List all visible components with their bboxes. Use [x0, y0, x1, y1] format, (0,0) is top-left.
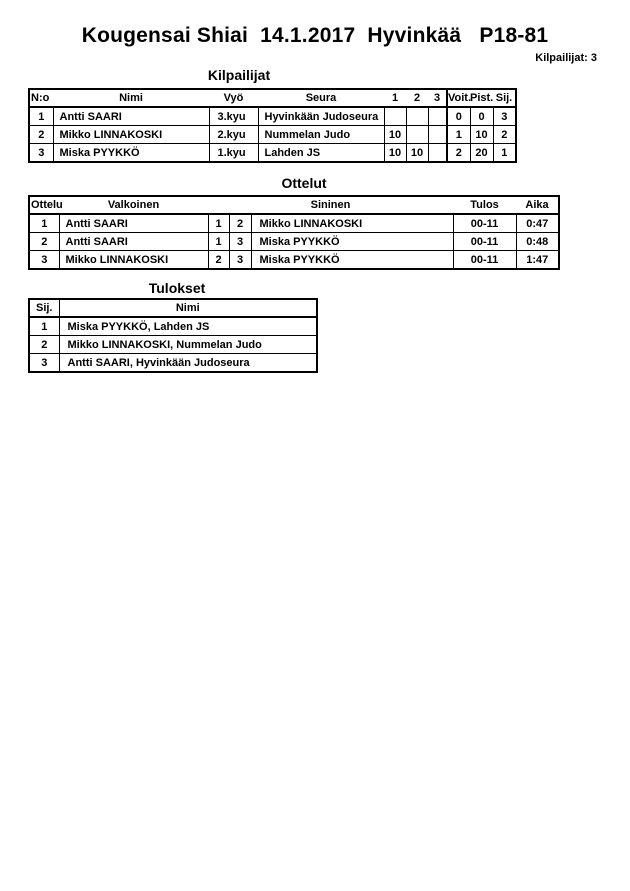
table-row — [29, 317, 317, 336]
cell-nimi: Mikko LINNAKOSKI, Nummelan Judo — [59, 336, 317, 354]
cell-aika: 1:47 — [516, 251, 559, 270]
table-row — [29, 251, 559, 270]
cell-voit: 1 — [447, 126, 470, 144]
table-row — [29, 233, 559, 251]
cell-pist: 0 — [470, 107, 493, 126]
cell-ottelu: 2 — [29, 233, 59, 251]
cell-sij: 1 — [493, 144, 516, 163]
col-header-match3: 3 — [428, 89, 447, 107]
table-row — [29, 354, 317, 373]
table-row — [29, 126, 516, 144]
kilpailijat-table — [28, 88, 517, 163]
cell-vyo: 2.kyu — [209, 126, 258, 144]
cell-vyo: 1.kyu — [209, 144, 258, 163]
cell-white-no: 1 — [208, 214, 229, 233]
table-row — [29, 336, 317, 354]
cell-vyo: 3.kyu — [209, 107, 258, 126]
col-header-match1: 1 — [384, 89, 406, 107]
col-header-no: N:o — [29, 89, 53, 107]
table-header-row — [29, 299, 317, 317]
col-header-match2: 2 — [406, 89, 428, 107]
col-header-nimi: Nimi — [53, 89, 209, 107]
table-header-row — [29, 89, 516, 107]
table-row — [29, 107, 516, 126]
section-heading-kilpailijat: Kilpailijat — [207, 67, 271, 83]
ottelut-table — [28, 195, 560, 270]
cell-match1: 10 — [384, 126, 406, 144]
cell-no: 1 — [29, 107, 53, 126]
cell-match1: 10 — [384, 144, 406, 163]
cell-sij: 3 — [493, 107, 516, 126]
cell-blue-no: 3 — [229, 251, 251, 270]
cell-sij: 2 — [29, 336, 59, 354]
cell-sininen: Miska PYYKKÖ — [251, 251, 453, 270]
cell-match2: 10 — [406, 144, 428, 163]
cell-voit: 0 — [447, 107, 470, 126]
cell-seura: Nummelan Judo — [258, 126, 384, 144]
page-title: Kougensai Shiai 14.1.2017 Hyvinkää P18-81 — [81, 24, 549, 47]
cell-sij: 3 — [29, 354, 59, 373]
cell-pist: 20 — [470, 144, 493, 163]
cell-valkoinen: Antti SAARI — [59, 214, 208, 233]
competitors-count: Kilpailijat: 3 — [535, 52, 597, 64]
col-header-nimi: Nimi — [59, 299, 317, 317]
cell-tulos: 00-11 — [453, 214, 516, 233]
cell-sininen: Mikko LINNAKOSKI — [251, 214, 453, 233]
cell-tulos: 00-11 — [453, 233, 516, 251]
cell-valkoinen: Antti SAARI — [59, 233, 208, 251]
cell-match2 — [406, 126, 428, 144]
table-row — [29, 144, 516, 163]
cell-match1 — [384, 107, 406, 126]
cell-blue-no: 2 — [229, 214, 251, 233]
col-header-sininen: Sininen — [208, 196, 453, 214]
cell-sij: 1 — [29, 317, 59, 336]
col-header-tulos: Tulos — [453, 196, 516, 214]
col-header-pist: Pist. — [470, 89, 493, 107]
cell-nimi: Antti SAARI, Hyvinkään Judoseura — [59, 354, 317, 373]
cell-match3 — [428, 144, 447, 163]
cell-white-no: 1 — [208, 233, 229, 251]
section-heading-ottelut: Ottelut — [281, 175, 327, 191]
col-header-sij: Sij. — [493, 89, 516, 107]
col-header-sij: Sij. — [29, 299, 59, 317]
cell-aika: 0:47 — [516, 214, 559, 233]
col-header-voit: Voit. — [447, 89, 470, 107]
cell-no: 2 — [29, 126, 53, 144]
cell-white-no: 2 — [208, 251, 229, 270]
cell-nimi: Miska PYYKKÖ — [53, 144, 209, 163]
cell-seura: Lahden JS — [258, 144, 384, 163]
table-row — [29, 214, 559, 233]
cell-voit: 2 — [447, 144, 470, 163]
tulokset-table — [28, 298, 318, 373]
col-header-seura: Seura — [258, 89, 384, 107]
cell-ottelu: 1 — [29, 214, 59, 233]
col-header-vyo: Vyö — [209, 89, 258, 107]
cell-ottelu: 3 — [29, 251, 59, 270]
table-header-row — [29, 196, 559, 214]
cell-aika: 0:48 — [516, 233, 559, 251]
cell-match3 — [428, 126, 447, 144]
cell-blue-no: 3 — [229, 233, 251, 251]
col-header-ottelu: Ottelu — [29, 196, 59, 214]
cell-pist: 10 — [470, 126, 493, 144]
cell-sininen: Miska PYYKKÖ — [251, 233, 453, 251]
section-heading-tulokset: Tulokset — [148, 280, 206, 296]
cell-seura: Hyvinkään Judoseura — [258, 107, 384, 126]
cell-match3 — [428, 107, 447, 126]
cell-nimi: Antti SAARI — [53, 107, 209, 126]
cell-match2 — [406, 107, 428, 126]
cell-tulos: 00-11 — [453, 251, 516, 270]
cell-nimi: Miska PYYKKÖ, Lahden JS — [59, 317, 317, 336]
col-header-valkoinen: Valkoinen — [59, 196, 208, 214]
cell-nimi: Mikko LINNAKOSKI — [53, 126, 209, 144]
cell-valkoinen: Mikko LINNAKOSKI — [59, 251, 208, 270]
cell-sij: 2 — [493, 126, 516, 144]
col-header-aika: Aika — [516, 196, 559, 214]
cell-no: 3 — [29, 144, 53, 163]
